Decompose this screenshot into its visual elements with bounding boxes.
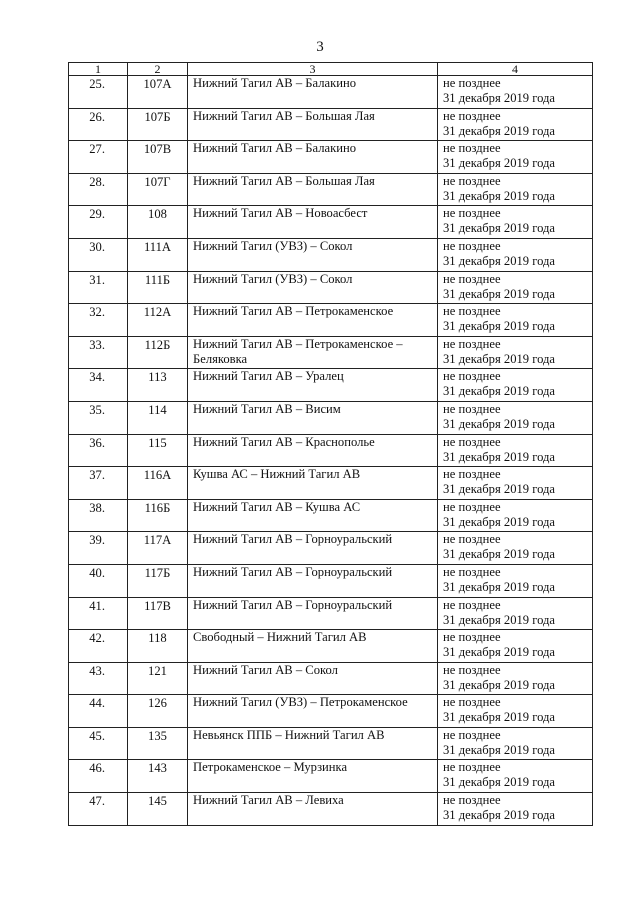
route-code: 117Б (128, 564, 188, 597)
deadline-prefix: не позднее (443, 630, 501, 645)
page-number: 3 (316, 39, 324, 55)
route-name: Нижний Тагил (УВЗ) – Сокол (188, 271, 438, 304)
row-number: 27. (69, 141, 128, 174)
route-code: 111А (128, 238, 188, 271)
table-row (69, 467, 593, 500)
deadline-prefix: не позднее (443, 401, 501, 416)
route-code: 126 (128, 695, 188, 728)
route-code: 107А (128, 76, 188, 109)
table-row (69, 630, 593, 663)
route-code: 111Б (128, 271, 188, 304)
route-name: Нижний Тагил АВ – Краснополье (188, 434, 438, 467)
deadline-date: 31 декабря 2019 года (443, 677, 556, 692)
route-name: Свободный – Нижний Тагил АВ (188, 630, 438, 663)
row-number: 47. (69, 793, 128, 826)
route-name: Нижний Тагил АВ – Сокол (188, 662, 438, 695)
deadline (438, 727, 593, 760)
row-number: 39. (69, 532, 128, 565)
column-header-2: 2 (128, 63, 188, 76)
row-number: 32. (69, 304, 128, 337)
deadline-date: 31 декабря 2019 года (443, 449, 556, 464)
deadline-date: 31 декабря 2019 года (443, 742, 556, 757)
row-number: 25. (69, 76, 128, 109)
deadline (438, 304, 593, 337)
deadline-date: 31 декабря 2019 года (443, 351, 556, 366)
deadline (438, 467, 593, 500)
row-number: 43. (69, 662, 128, 695)
table-row (69, 532, 593, 565)
deadline-date: 31 декабря 2019 года (443, 808, 556, 823)
route-code: 145 (128, 793, 188, 826)
deadline-prefix: не позднее (443, 76, 501, 90)
table-header (69, 63, 593, 76)
deadline-prefix: не позднее (443, 499, 501, 514)
table-body (69, 76, 593, 826)
deadline-date: 31 декабря 2019 года (443, 579, 556, 594)
deadline-date: 31 декабря 2019 года (443, 91, 556, 105)
deadline-date: 31 декабря 2019 года (443, 482, 556, 497)
deadline (438, 108, 593, 141)
route-name: Нижний Тагил АВ – Новоасбест (188, 206, 438, 239)
deadline (438, 597, 593, 630)
route-code: 118 (128, 630, 188, 663)
deadline (438, 369, 593, 402)
table-row (69, 434, 593, 467)
row-number: 33. (69, 336, 128, 369)
deadline-prefix: не позднее (443, 141, 501, 156)
deadline (438, 173, 593, 206)
deadline-prefix: не позднее (443, 727, 501, 742)
route-name: Нижний Тагил АВ – Петрокаменское – Беляковка (188, 336, 438, 369)
deadline-date: 31 декабря 2019 года (443, 514, 556, 529)
row-number: 30. (69, 238, 128, 271)
row-number: 26. (69, 108, 128, 141)
row-number: 38. (69, 499, 128, 532)
deadline (438, 793, 593, 826)
deadline-date: 31 декабря 2019 года (443, 319, 556, 334)
row-number: 40. (69, 564, 128, 597)
deadline-prefix: не позднее (443, 336, 501, 351)
deadline (438, 695, 593, 728)
route-code: 116Б (128, 499, 188, 532)
deadline-prefix: не позднее (443, 369, 501, 384)
route-name: Нижний Тагил АВ – Балакино (188, 76, 438, 109)
deadline (438, 662, 593, 695)
row-number: 35. (69, 401, 128, 434)
row-number: 46. (69, 760, 128, 793)
column-header-1: 1 (69, 63, 128, 76)
deadline (438, 76, 593, 109)
route-name: Нижний Тагил АВ – Горноуральский (188, 532, 438, 565)
route-code: 143 (128, 760, 188, 793)
deadline-date: 31 декабря 2019 года (443, 645, 556, 660)
deadline-date: 31 декабря 2019 года (443, 286, 556, 301)
table-row (69, 271, 593, 304)
table-row (69, 499, 593, 532)
table-row (69, 141, 593, 174)
deadline-prefix: не позднее (443, 304, 501, 319)
deadline (438, 336, 593, 369)
deadline-date: 31 декабря 2019 года (443, 416, 556, 431)
deadline-prefix: не позднее (443, 206, 501, 221)
route-name: Нижний Тагил АВ – Левиха (188, 793, 438, 826)
route-name: Нижний Тагил АВ – Петрокаменское (188, 304, 438, 337)
route-code: 112А (128, 304, 188, 337)
table-row (69, 173, 593, 206)
deadline-prefix: не позднее (443, 238, 501, 253)
deadline-prefix: не позднее (443, 434, 501, 449)
deadline-date: 31 декабря 2019 года (443, 547, 556, 562)
table-row (69, 108, 593, 141)
route-name: Нижний Тагил АВ – Кушва АС (188, 499, 438, 532)
route-name: Нижний Тагил АВ – Горноуральский (188, 564, 438, 597)
route-code: 117В (128, 597, 188, 630)
deadline (438, 238, 593, 271)
deadline-prefix: не позднее (443, 760, 501, 775)
route-code: 135 (128, 727, 188, 760)
deadline-date: 31 декабря 2019 года (443, 188, 556, 203)
route-name: Нижний Тагил АВ – Висим (188, 401, 438, 434)
route-code: 116А (128, 467, 188, 500)
deadline (438, 401, 593, 434)
deadline-date: 31 декабря 2019 года (443, 221, 556, 236)
table-row (69, 238, 593, 271)
deadline-date: 31 декабря 2019 года (443, 253, 556, 268)
table-row (69, 304, 593, 337)
deadline (438, 206, 593, 239)
table-row (69, 727, 593, 760)
deadline-prefix: не позднее (443, 108, 501, 123)
deadline-prefix: не позднее (443, 695, 501, 710)
table-row (69, 206, 593, 239)
deadline-prefix: не позднее (443, 662, 501, 677)
deadline (438, 141, 593, 174)
deadline (438, 564, 593, 597)
table-row (69, 76, 593, 109)
route-code: 108 (128, 206, 188, 239)
row-number: 44. (69, 695, 128, 728)
deadline-date: 31 декабря 2019 года (443, 156, 556, 171)
deadline (438, 271, 593, 304)
row-number: 36. (69, 434, 128, 467)
table-row (69, 760, 593, 793)
route-name: Нижний Тагил (УВЗ) – Сокол (188, 238, 438, 271)
column-header-4: 4 (438, 63, 593, 76)
column-header-3: 3 (188, 63, 438, 76)
deadline-date: 31 декабря 2019 года (443, 710, 556, 725)
row-number: 45. (69, 727, 128, 760)
route-name: Нижний Тагил АВ – Балакино (188, 141, 438, 174)
route-name: Петрокаменское – Мурзинка (188, 760, 438, 793)
route-name: Нижний Тагил АВ – Большая Лая (188, 108, 438, 141)
deadline-prefix: не позднее (443, 793, 501, 808)
route-code: 107Б (128, 108, 188, 141)
deadline (438, 760, 593, 793)
row-number: 42. (69, 630, 128, 663)
route-name: Нижний Тагил (УВЗ) – Петрокаменское (188, 695, 438, 728)
table-row (69, 369, 593, 402)
table-row (69, 401, 593, 434)
row-number: 29. (69, 206, 128, 239)
deadline-date: 31 декабря 2019 года (443, 123, 556, 138)
deadline-prefix: не позднее (443, 564, 501, 579)
deadline-prefix: не позднее (443, 467, 501, 482)
row-number: 28. (69, 173, 128, 206)
route-code: 107В (128, 141, 188, 174)
route-code: 115 (128, 434, 188, 467)
deadline-date: 31 декабря 2019 года (443, 612, 556, 627)
row-number: 37. (69, 467, 128, 500)
route-code: 107Г (128, 173, 188, 206)
deadline (438, 434, 593, 467)
deadline-prefix: не позднее (443, 173, 501, 188)
table-row (69, 695, 593, 728)
deadline-date: 31 декабря 2019 года (443, 384, 556, 399)
route-code: 121 (128, 662, 188, 695)
route-code: 117А (128, 532, 188, 565)
route-name: Нижний Тагил АВ – Уралец (188, 369, 438, 402)
table-row (69, 793, 593, 826)
deadline-prefix: не позднее (443, 597, 501, 612)
deadline (438, 499, 593, 532)
deadline (438, 630, 593, 663)
table-row (69, 336, 593, 369)
deadline (438, 532, 593, 565)
header-row (69, 63, 593, 76)
row-number: 34. (69, 369, 128, 402)
deadline-prefix: не позднее (443, 271, 501, 286)
row-number: 31. (69, 271, 128, 304)
route-code: 114 (128, 401, 188, 434)
route-name: Кушва АС – Нижний Тагил АВ (188, 467, 438, 500)
deadline-date: 31 декабря 2019 года (443, 775, 556, 790)
route-schedule-table (68, 62, 593, 826)
row-number: 41. (69, 597, 128, 630)
route-name: Нижний Тагил АВ – Большая Лая (188, 173, 438, 206)
table-row (69, 662, 593, 695)
table-row (69, 597, 593, 630)
route-name: Нижний Тагил АВ – Горноуральский (188, 597, 438, 630)
route-code: 112Б (128, 336, 188, 369)
deadline-prefix: не позднее (443, 532, 501, 547)
route-code: 113 (128, 369, 188, 402)
route-name: Невьянск ППБ – Нижний Тагил АВ (188, 727, 438, 760)
table-row (69, 564, 593, 597)
